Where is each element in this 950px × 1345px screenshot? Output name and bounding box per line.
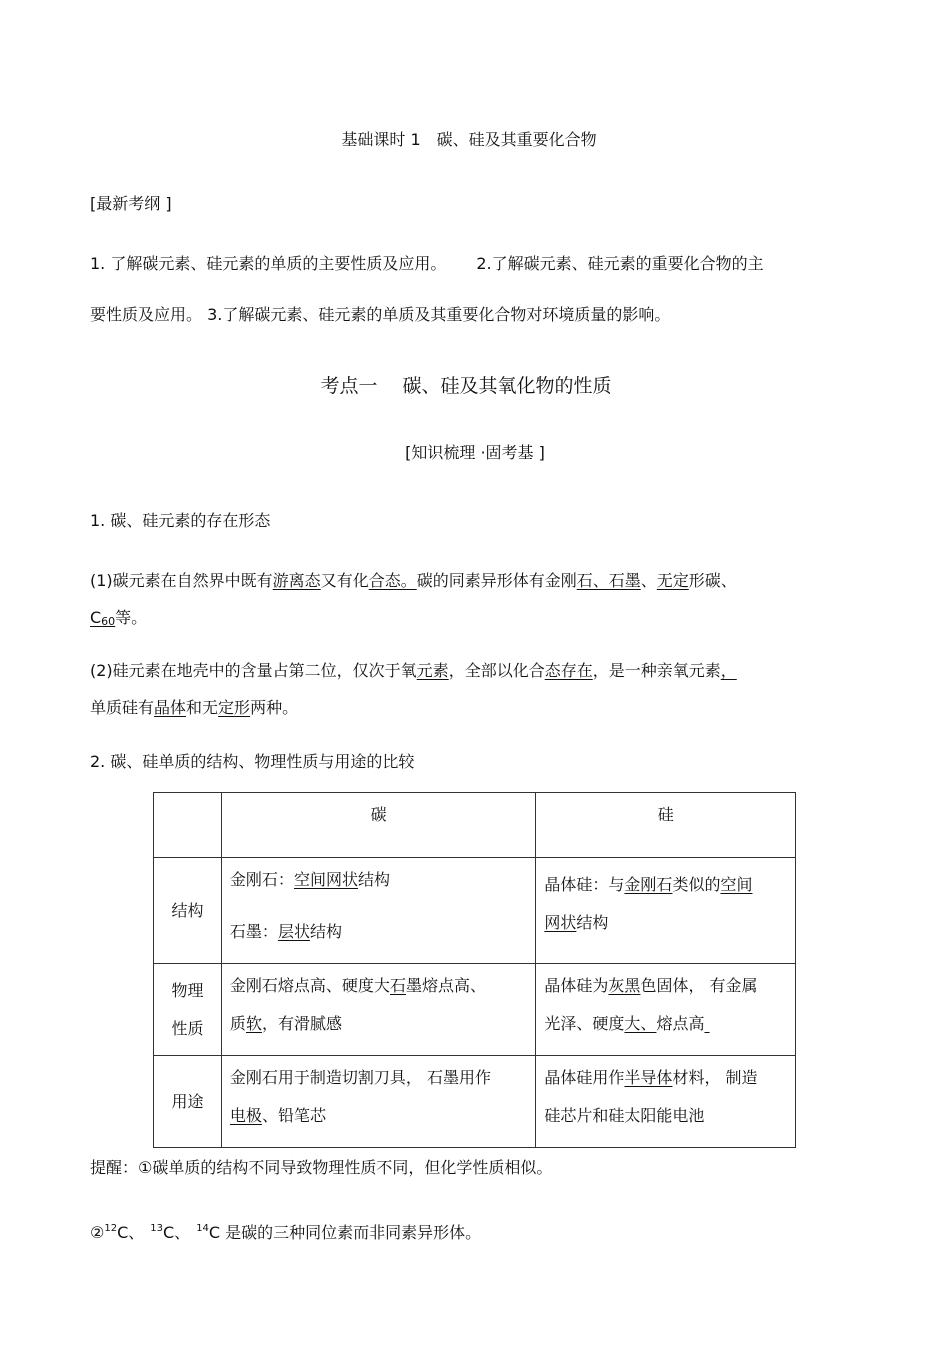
table-row bbox=[154, 858, 796, 964]
blank-answer: 空间 bbox=[720, 875, 753, 894]
row-header-uses: 用途 bbox=[154, 1056, 222, 1148]
cell-carbon-structure bbox=[221, 858, 535, 964]
mass-number: 13 bbox=[150, 1223, 163, 1234]
text: 又有化 bbox=[320, 571, 369, 590]
blank-answer bbox=[90, 608, 115, 627]
blank-answer: 态存在 bbox=[544, 661, 593, 680]
text: 硅芯片和硅太阳能电池 bbox=[544, 1106, 705, 1125]
text: 质 bbox=[229, 1014, 246, 1033]
blank-answer: 石、石墨 bbox=[576, 571, 641, 590]
text: C 是碳的三种同位素而非同素异形体。 bbox=[208, 1223, 482, 1242]
column-header-carbon: 碳 bbox=[221, 793, 535, 858]
text: 单质硅有 bbox=[90, 698, 155, 717]
item1-heading: 1. 碳、硅元素的存在形态 bbox=[90, 511, 271, 530]
text: 、铅笔芯 bbox=[261, 1106, 326, 1125]
blank-answer: 石 bbox=[389, 976, 406, 995]
cell-carbon-physical bbox=[221, 964, 535, 1056]
text: C bbox=[90, 608, 102, 627]
text: 形碳、 bbox=[688, 571, 737, 590]
page-title: 基础课时 1 碳、硅及其重要化合物 bbox=[341, 130, 597, 149]
blank-answer: 半导体 bbox=[624, 1068, 673, 1087]
text: 结构 bbox=[576, 913, 609, 932]
item1-paragraph2-line1 bbox=[90, 658, 737, 681]
text: 性质 bbox=[171, 1018, 204, 1038]
section-subheading: [知识梳理 ·固考基 ] bbox=[405, 443, 545, 462]
text: ② bbox=[90, 1223, 105, 1242]
text: (2)硅元素在地壳中的含量占第二位，仅次于氧 bbox=[90, 661, 417, 680]
comparison-table bbox=[153, 792, 796, 1148]
text: 结构 bbox=[357, 870, 390, 889]
blank-answer: 空间网状 bbox=[293, 870, 358, 889]
text: 结构 bbox=[309, 922, 342, 941]
text: 两种。 bbox=[250, 698, 299, 717]
text: 金刚石用于制造切割刀具， 石墨用作 bbox=[229, 1068, 492, 1087]
text: 熔点高 bbox=[656, 1014, 705, 1033]
text: 类似的 bbox=[672, 875, 721, 894]
text: 金刚石熔点高、硬度大 bbox=[229, 976, 390, 995]
text: 晶体硅：与 bbox=[544, 875, 625, 894]
cell-silicon-physical bbox=[536, 964, 796, 1056]
table-row bbox=[154, 964, 796, 1056]
table-header-row bbox=[154, 793, 796, 858]
blank-answer: 游离态 bbox=[272, 571, 321, 590]
blank-answer: 软 bbox=[245, 1014, 262, 1033]
item1-paragraph1-line1 bbox=[90, 568, 737, 591]
text: C、 bbox=[163, 1223, 191, 1242]
blank-answer: 大、 bbox=[624, 1014, 657, 1033]
blank-answer: ， bbox=[720, 661, 737, 680]
blank-answer: 金刚石 bbox=[624, 875, 673, 894]
outline-line1 bbox=[90, 251, 764, 274]
text: ，全部以化合 bbox=[448, 661, 545, 680]
table-corner-cell bbox=[154, 793, 222, 858]
text: 石墨： bbox=[229, 922, 278, 941]
tip-line1: 提醒：①碳单质的结构不同导致物理性质不同，但化学性质相似。 bbox=[90, 1158, 553, 1177]
section-heading: 考点一 碳、硅及其氧化物的性质 bbox=[320, 375, 612, 397]
outline-item-1: 1. 了解碳元素、硅元素的单质的主要性质及应用。 bbox=[90, 254, 447, 273]
text: 碳的同素异形体有金刚 bbox=[416, 571, 577, 590]
subscript: 60 bbox=[101, 615, 116, 628]
blank-answer: 晶体 bbox=[154, 698, 187, 717]
mass-number: 12 bbox=[104, 1223, 118, 1234]
text: 、 bbox=[640, 571, 657, 590]
blank-answer: 灰黑 bbox=[608, 976, 641, 995]
blank-answer: 层状 bbox=[277, 922, 310, 941]
text: 光泽、硬度 bbox=[544, 1014, 625, 1033]
outline-item-2: 2.了解碳元素、硅元素的重要化合物的主 bbox=[476, 254, 764, 273]
text: 金刚石： bbox=[229, 870, 294, 889]
cell-silicon-uses bbox=[536, 1056, 796, 1148]
mass-number: 14 bbox=[196, 1223, 209, 1234]
tip-line2 bbox=[90, 1220, 481, 1243]
item1-paragraph1-line2 bbox=[90, 605, 147, 628]
column-header-silicon: 硅 bbox=[536, 793, 796, 858]
blank-answer: 定形 bbox=[218, 698, 251, 717]
blank-answer: 合态。 bbox=[368, 571, 417, 590]
text: ，是一种亲氧元素 bbox=[592, 661, 721, 680]
outline-header: [最新考纲 ] bbox=[90, 194, 172, 213]
blank-answer bbox=[704, 1014, 709, 1033]
blank-answer: 无定 bbox=[656, 571, 689, 590]
outline-line2: 要性质及应用。 3.了解碳元素、硅元素的单质及其重要化合物对环境质量的影响。 bbox=[90, 305, 671, 324]
blank-answer: 网状 bbox=[544, 913, 577, 932]
text: 物理 bbox=[171, 980, 204, 1000]
row-header-structure: 结构 bbox=[154, 858, 222, 964]
cell-carbon-uses bbox=[221, 1056, 535, 1148]
text: 和无 bbox=[186, 698, 219, 717]
blank-answer: 电极 bbox=[229, 1106, 262, 1125]
text: 墨熔点高、 bbox=[405, 976, 486, 995]
item1-paragraph2-line2 bbox=[90, 695, 298, 718]
text: ，有滑腻感 bbox=[261, 1014, 342, 1033]
text: (1)碳元素在自然界中既有 bbox=[90, 571, 273, 590]
table-row bbox=[154, 1056, 796, 1148]
cell-silicon-structure bbox=[536, 858, 796, 964]
row-header-physical-properties bbox=[154, 964, 222, 1056]
text: C、 bbox=[117, 1223, 145, 1242]
blank-answer: 元素 bbox=[416, 661, 449, 680]
text: 晶体硅为 bbox=[544, 976, 609, 995]
text: 晶体硅用作 bbox=[544, 1068, 625, 1087]
item2-heading: 2. 碳、硅单质的结构、物理性质与用途的比较 bbox=[90, 752, 415, 771]
text: 材料， 制造 bbox=[672, 1068, 758, 1087]
text: 色固体， 有金属 bbox=[640, 976, 758, 995]
text: 等。 bbox=[115, 608, 148, 627]
